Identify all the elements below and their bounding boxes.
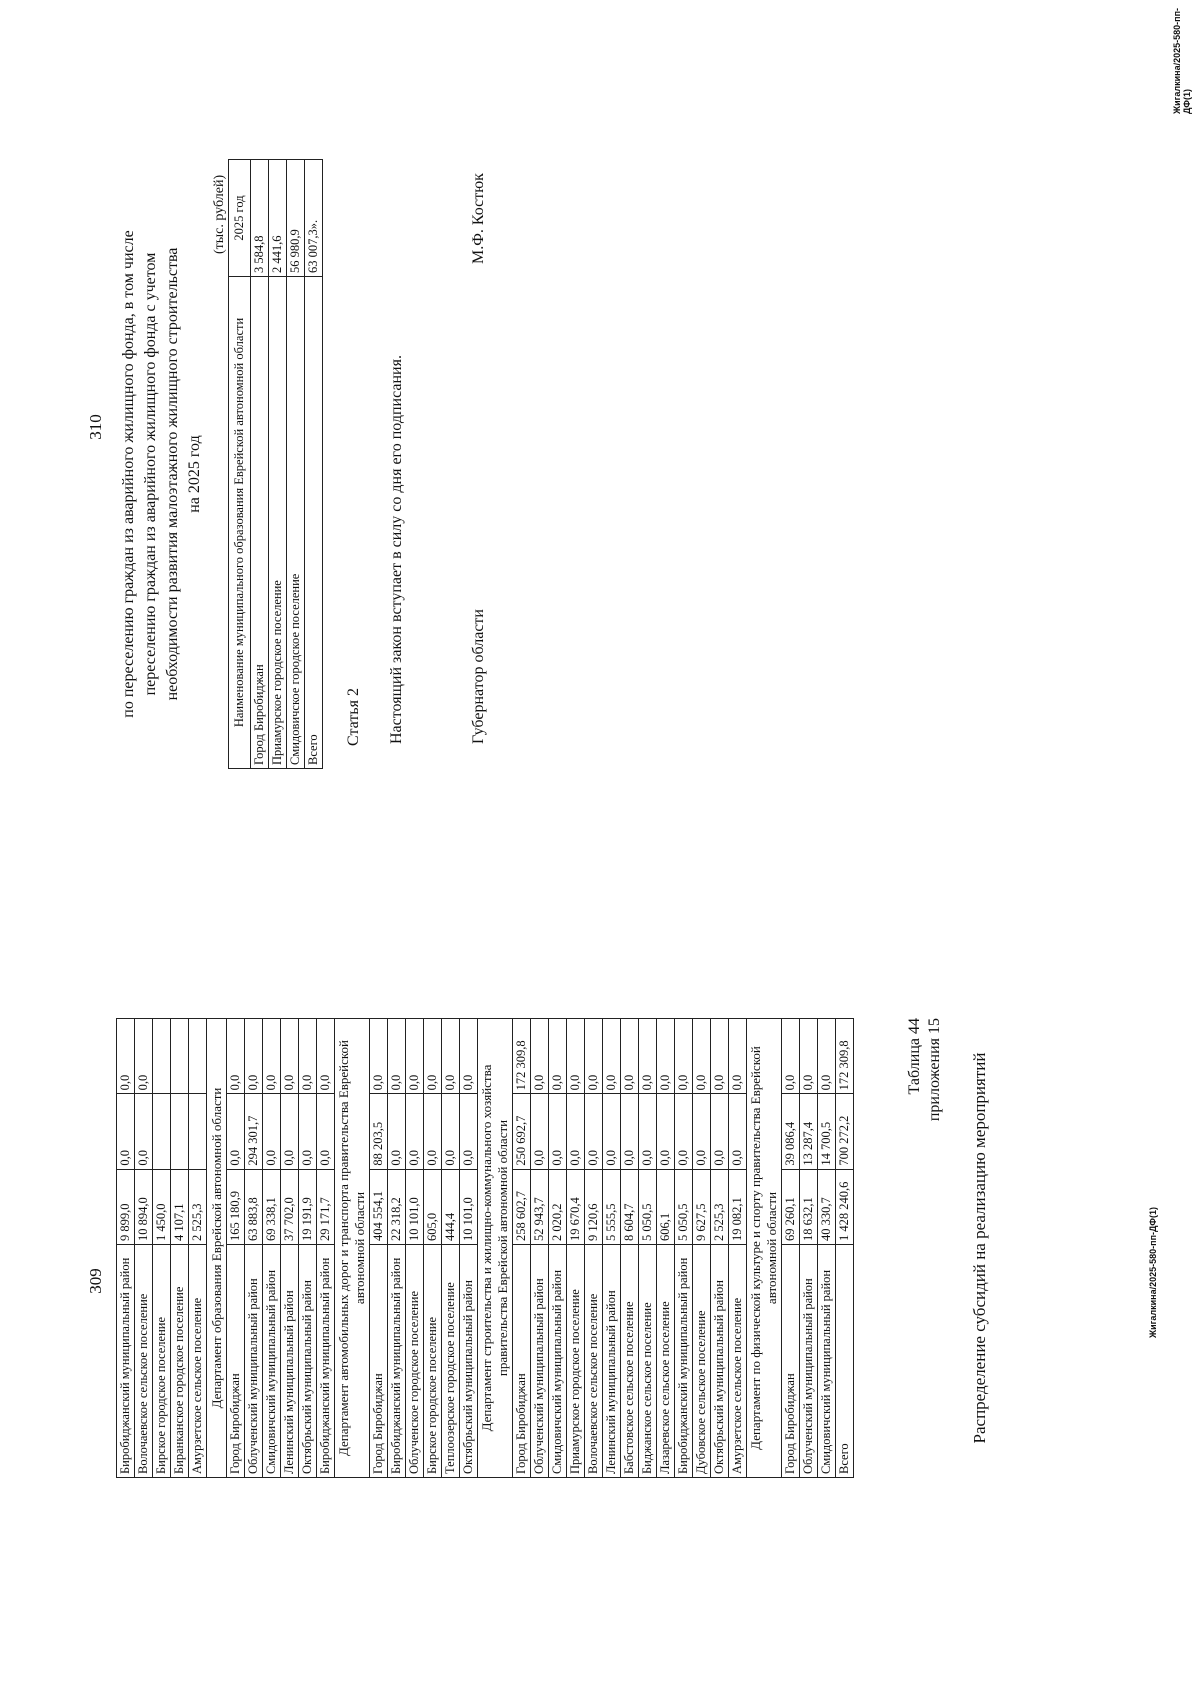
row-value: 606,1 — [657, 1169, 675, 1244]
intro-line: необходимости развития малоэтажного жилищного строительства — [164, 247, 181, 701]
row-value: 22 318,2 — [388, 1169, 406, 1244]
table-row — [269, 160, 287, 769]
row-value: 2 525,3 — [189, 1169, 207, 1244]
row-value — [189, 1019, 207, 1094]
row-value: 0,0 — [639, 1019, 657, 1094]
row-value: 0,0 — [317, 1094, 335, 1169]
row-name: Октябрьский муниципальный район — [460, 1245, 478, 1478]
row-value: 1 428 240,6 — [836, 1169, 854, 1244]
department-name: Департамент автомобильных дорог и транспорта правительства Еврейской автономной области — [335, 1019, 370, 1478]
table-row — [657, 1019, 675, 1478]
table-row — [460, 1019, 478, 1478]
table-row — [424, 1019, 442, 1478]
row-value: 52 943,7 — [531, 1169, 549, 1244]
table-row — [603, 1019, 621, 1478]
row-name: Облученский муниципальный район — [531, 1245, 549, 1478]
department-name: Департамент по физической культуре и спорту правительства Еврейской автономной области — [747, 1019, 782, 1478]
row-value: 14 700,5 — [818, 1094, 836, 1169]
department-header-row — [747, 1019, 782, 1478]
row-name: Биробиджанский муниципальный район — [675, 1245, 693, 1478]
header-name: Наименование муниципального образования Еврейской автономной области — [229, 277, 251, 769]
row-value: 0,0 — [639, 1094, 657, 1169]
row-name: Облученское городское поселение — [406, 1245, 424, 1478]
row-value: 0,0 — [603, 1019, 621, 1094]
row-value: 0,0 — [317, 1019, 335, 1094]
row-value: 56 980,9 — [287, 160, 305, 277]
row-name: Биробиджанский муниципальный район — [117, 1245, 135, 1478]
table-row — [711, 1019, 729, 1478]
intro-line: по переселению граждан из аварийного жилищного фонда, в том числе — [120, 230, 137, 718]
row-name: Смидовичский муниципальный район — [263, 1245, 281, 1478]
department-header-row — [478, 1019, 513, 1478]
row-value: 0,0 — [299, 1094, 317, 1169]
row-value: 700 272,2 — [836, 1094, 854, 1169]
row-value — [189, 1094, 207, 1169]
row-name: Амурзетское сельское поселение — [729, 1245, 747, 1478]
row-value: 605,0 — [424, 1169, 442, 1244]
table-row — [299, 1019, 317, 1478]
row-name: Биджанское сельское поселение — [639, 1245, 657, 1478]
table-row — [585, 1019, 603, 1478]
appendix-ref: приложения 15 — [926, 1018, 943, 1122]
row-value — [153, 1094, 171, 1169]
row-value: 39 086,4 — [782, 1094, 800, 1169]
row-value — [171, 1094, 189, 1169]
article-text: Настоящий закон вступает в силу со дня его подписания. — [388, 355, 405, 744]
row-value: 0,0 — [531, 1094, 549, 1169]
row-name: Ленинский муниципальный район — [603, 1245, 621, 1478]
table-row-total — [305, 160, 323, 769]
row-value — [171, 1019, 189, 1094]
table-row — [227, 1019, 245, 1478]
table-row — [442, 1019, 460, 1478]
row-value: 0,0 — [657, 1019, 675, 1094]
row-name: Смидовичский муниципальный район — [549, 1245, 567, 1478]
row-name: Биробиджанский муниципальный район — [317, 1245, 335, 1478]
signature-name: М.Ф. Костюк — [470, 173, 487, 264]
row-value: 0,0 — [263, 1019, 281, 1094]
page-309 — [0, 854, 1200, 1708]
row-value: 9 899,0 — [117, 1169, 135, 1244]
row-value: 40 330,7 — [818, 1169, 836, 1244]
header-year: 2025 год — [229, 160, 251, 277]
row-value: 0,0 — [549, 1094, 567, 1169]
row-value: 0,0 — [442, 1019, 460, 1094]
row-value: 18 632,1 — [800, 1169, 818, 1244]
table-row — [549, 1019, 567, 1478]
table-number: Таблица 44 — [906, 1018, 923, 1095]
row-value: 0,0 — [693, 1094, 711, 1169]
row-value: 0,0 — [711, 1094, 729, 1169]
row-value: 0,0 — [585, 1019, 603, 1094]
row-value: 404 554,1 — [370, 1169, 388, 1244]
subsidy-distribution-table — [116, 1018, 854, 1478]
row-value: 0,0 — [263, 1094, 281, 1169]
department-header-row — [207, 1019, 227, 1478]
unit-label: (тыс. рублей) — [212, 174, 227, 254]
row-value: 0,0 — [299, 1019, 317, 1094]
row-value: 0,0 — [245, 1019, 263, 1094]
row-name: Бабстовское сельское поселение — [621, 1245, 639, 1478]
row-name: Октябрьский муниципальный район — [711, 1245, 729, 1478]
table-row — [251, 160, 269, 769]
department-name: Департамент образования Еврейской автономной области — [207, 1019, 227, 1478]
table-row — [639, 1019, 657, 1478]
row-name: Биранканское городское поселение — [171, 1245, 189, 1478]
row-value: 0,0 — [227, 1094, 245, 1169]
row-value: 0,0 — [711, 1019, 729, 1094]
intro-line: на 2025 год — [186, 435, 203, 513]
row-value: 0,0 — [675, 1019, 693, 1094]
table-row — [729, 1019, 747, 1478]
department-name: Департамент строительства и жилищно-коммунального хозяйства правительства Еврейской автономной области — [478, 1019, 513, 1478]
row-name: Смидовичское городское поселение — [287, 277, 305, 769]
row-name: Теплоозерское городское поселение — [442, 1245, 460, 1478]
table-row-total — [836, 1019, 854, 1478]
row-value: 0,0 — [406, 1019, 424, 1094]
table-row — [263, 1019, 281, 1478]
table-row — [135, 1019, 153, 1478]
row-value: 19 082,1 — [729, 1169, 747, 1244]
row-name: Амурзетское сельское поселение — [189, 1245, 207, 1478]
row-value: 10 894,0 — [135, 1169, 153, 1244]
row-name: Облученский муниципальный район — [800, 1245, 818, 1478]
row-value: 9 120,6 — [585, 1169, 603, 1244]
table-row — [782, 1019, 800, 1478]
row-value: 69 260,1 — [782, 1169, 800, 1244]
row-value: 444,4 — [442, 1169, 460, 1244]
table-row — [287, 160, 305, 769]
table-row — [675, 1019, 693, 1478]
row-name: Дубовское сельское поселение — [693, 1245, 711, 1478]
signature-title: Губернатор области — [470, 609, 487, 744]
row-value: 0,0 — [729, 1094, 747, 1169]
table-header-row — [229, 160, 251, 769]
row-name: Биробиджанский муниципальный район — [388, 1245, 406, 1478]
row-value: 10 101,0 — [460, 1169, 478, 1244]
row-value: 0,0 — [135, 1019, 153, 1094]
table-row — [245, 1019, 263, 1478]
row-name: Всего — [836, 1245, 854, 1478]
row-value: 8 604,7 — [621, 1169, 639, 1244]
row-value: 2 525,3 — [711, 1169, 729, 1244]
row-value: 0,0 — [388, 1094, 406, 1169]
row-name: Облученский муниципальный район — [245, 1245, 263, 1478]
row-value: 0,0 — [675, 1094, 693, 1169]
row-value: 2 441,6 — [269, 160, 287, 277]
row-value: 0,0 — [370, 1019, 388, 1094]
row-value: 63 883,8 — [245, 1169, 263, 1244]
row-name: Смидовичский муниципальный район — [818, 1245, 836, 1478]
row-value: 0,0 — [442, 1094, 460, 1169]
page-number: 309 — [86, 1268, 105, 1294]
table-row — [189, 1019, 207, 1478]
row-value: 0,0 — [117, 1094, 135, 1169]
row-value: 0,0 — [424, 1019, 442, 1094]
row-value: 0,0 — [729, 1019, 747, 1094]
section-title: Распределение субсидий на реализацию мероприятий — [970, 1052, 989, 1444]
row-value: 0,0 — [657, 1094, 675, 1169]
row-value: 0,0 — [460, 1094, 478, 1169]
row-name: Приамурское городское поселение — [567, 1245, 585, 1478]
table-row — [406, 1019, 424, 1478]
row-value: 0,0 — [424, 1094, 442, 1169]
table-row — [818, 1019, 836, 1478]
row-name: Город Биробиджан — [513, 1245, 531, 1478]
table-row — [388, 1019, 406, 1478]
table-row — [621, 1019, 639, 1478]
row-name: Приамурское городское поселение — [269, 277, 287, 769]
table-row — [800, 1019, 818, 1478]
row-name: Волочаевское сельское поселение — [135, 1245, 153, 1478]
page-number: 310 — [86, 414, 105, 440]
table-row — [567, 1019, 585, 1478]
row-value: 88 203,5 — [370, 1094, 388, 1169]
row-value: 0,0 — [531, 1019, 549, 1094]
row-value: 29 171,7 — [317, 1169, 335, 1244]
page-footer: Жигалкина/2025-580-пп-ДФ(1) — [1148, 1207, 1158, 1338]
row-value: 0,0 — [621, 1019, 639, 1094]
row-name: Лазаревское сельское поселение — [657, 1245, 675, 1478]
row-name: Город Биробиджан — [370, 1245, 388, 1478]
row-value: 294 301,7 — [245, 1094, 263, 1169]
table-row — [281, 1019, 299, 1478]
allocation-table — [228, 159, 323, 769]
row-value: 0,0 — [621, 1094, 639, 1169]
row-value: 0,0 — [603, 1094, 621, 1169]
row-value: 19 670,4 — [567, 1169, 585, 1244]
table-row — [317, 1019, 335, 1478]
row-value: 4 107,1 — [171, 1169, 189, 1244]
row-value: 0,0 — [567, 1019, 585, 1094]
row-value: 0,0 — [388, 1019, 406, 1094]
row-value: 0,0 — [693, 1019, 711, 1094]
row-value: 10 101,0 — [406, 1169, 424, 1244]
row-name: Бирское городское поселение — [424, 1245, 442, 1478]
intro-text — [118, 174, 206, 774]
row-name: Город Биробиджан — [251, 277, 269, 769]
row-value: 13 287,4 — [800, 1094, 818, 1169]
row-name: Город Биробиджан — [782, 1245, 800, 1478]
table-row — [117, 1019, 135, 1478]
row-value: 0,0 — [406, 1094, 424, 1169]
row-value: 0,0 — [227, 1019, 245, 1094]
row-value: 0,0 — [549, 1019, 567, 1094]
row-value: 250 692,7 — [513, 1094, 531, 1169]
row-value: 19 191,9 — [299, 1169, 317, 1244]
row-value: 3 584,8 — [251, 160, 269, 277]
row-value: 0,0 — [782, 1019, 800, 1094]
row-name: Октябрьский муниципальный район — [299, 1245, 317, 1478]
row-name: Всего — [305, 277, 323, 769]
row-value: 172 309,8 — [836, 1019, 854, 1094]
row-value — [153, 1019, 171, 1094]
row-value: 0,0 — [800, 1019, 818, 1094]
row-value: 0,0 — [567, 1094, 585, 1169]
table-row — [171, 1019, 189, 1478]
row-name: Город Биробиджан — [227, 1245, 245, 1478]
row-value: 0,0 — [117, 1019, 135, 1094]
table-row — [513, 1019, 531, 1478]
department-header-row — [335, 1019, 370, 1478]
table-caption — [905, 1018, 945, 1188]
row-value: 5 050,5 — [675, 1169, 693, 1244]
row-value: 0,0 — [281, 1094, 299, 1169]
row-name: Ленинский муниципальный район — [281, 1245, 299, 1478]
row-name: Волочаевское сельское поселение — [585, 1245, 603, 1478]
row-value: 172 309,8 — [513, 1019, 531, 1094]
row-value: 0,0 — [818, 1019, 836, 1094]
table-row — [693, 1019, 711, 1478]
table-row — [531, 1019, 549, 1478]
row-value: 37 702,0 — [281, 1169, 299, 1244]
table-row — [370, 1019, 388, 1478]
row-value: 0,0 — [135, 1094, 153, 1169]
intro-line: переселению граждан из аварийного жилищного фонда с учетом — [142, 252, 159, 696]
row-name: Бирское городское поселение — [153, 1245, 171, 1478]
row-value: 9 627,5 — [693, 1169, 711, 1244]
row-value: 258 602,7 — [513, 1169, 531, 1244]
article-title: Статья 2 — [345, 688, 362, 746]
row-value: 0,0 — [281, 1019, 299, 1094]
row-value: 69 338,1 — [263, 1169, 281, 1244]
table-row — [153, 1019, 171, 1478]
row-value: 5 555,5 — [603, 1169, 621, 1244]
row-value: 5 050,5 — [639, 1169, 657, 1244]
row-value: 0,0 — [460, 1019, 478, 1094]
row-value: 1 450,0 — [153, 1169, 171, 1244]
row-value: 2 020,2 — [549, 1169, 567, 1244]
page-footer: Жигалкина/2025-580-пп-ДФ(1) — [1172, 7, 1192, 114]
row-value: 0,0 — [585, 1094, 603, 1169]
row-value: 63 007,3». — [305, 160, 323, 277]
row-value: 165 180,9 — [227, 1169, 245, 1244]
